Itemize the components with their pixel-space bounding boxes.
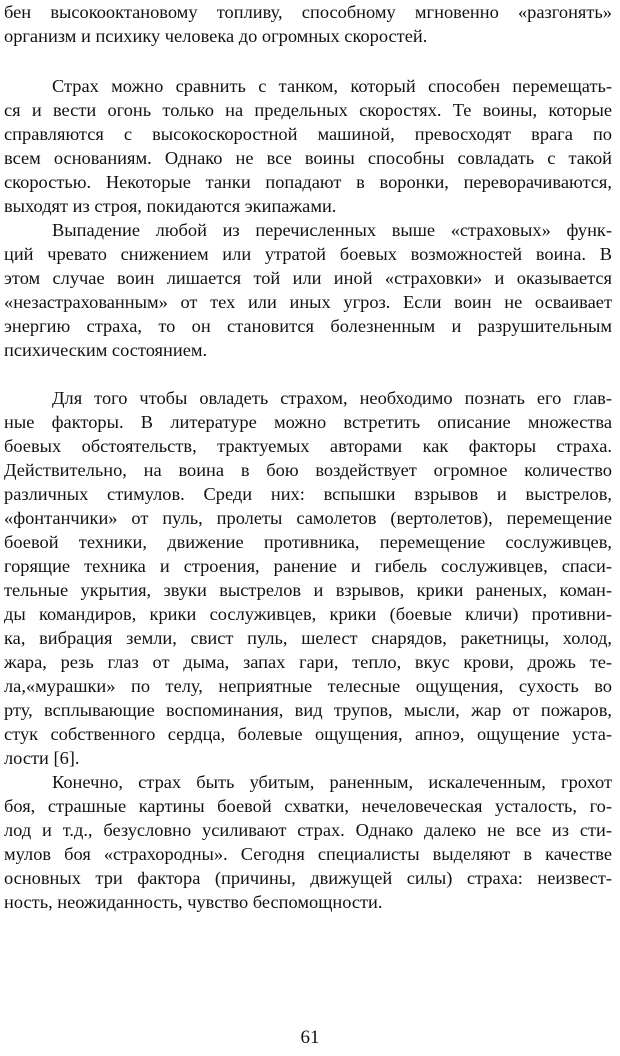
- text-line: рту, всплывающие воспоминания, вид трупов, мысли, жар от пожаров,: [4, 700, 612, 720]
- text-line: Действительно, на воина в бою воздействует огромное количество: [4, 460, 612, 480]
- text-line: различных стимулов. Среди них: вспышки взрывов и выстрелов,: [4, 484, 612, 504]
- text-line: лости [6].: [4, 748, 80, 768]
- text-line: ка, вибрация земли, свист пуль, шелест снарядов, ракетницы, холод,: [4, 628, 612, 648]
- page-number: 61: [300, 1027, 320, 1048]
- text-line: психическим состоянием.: [4, 340, 208, 360]
- text-line: ность, неожиданность, чувство беспомощности.: [4, 892, 383, 912]
- text-line: «фонтанчики» от пуль, пролеты самолетов (вертолетов), перемещение: [4, 508, 612, 528]
- text-line: ций чревато снижением или утратой боевых возможностей воина. В: [4, 244, 612, 264]
- text-line: энергию страха, то он становится болезненным и разрушительным: [4, 316, 612, 336]
- text-line: лод и т.д., безусловно усиливают страх. Однако далеко не все из сти-: [4, 820, 612, 840]
- text-line: ные факторы. В литературе можно встретить описание множества: [4, 412, 612, 432]
- text-line: боя, страшные картины боевой схватки, нечеловеческая усталость, го-: [4, 796, 612, 816]
- text-line: Страх можно сравнить с танком, который способен перемещать-: [52, 76, 612, 96]
- text-line: «незастрахованным» от тех или иных угроз. Если воин не осваивает: [4, 292, 612, 312]
- text-line: ла,«мурашки» по телу, неприятные телесные ощущения, сухость во: [4, 676, 612, 696]
- text-line: основных три фактора (причины, движущей силы) страха: неизвест-: [4, 868, 612, 888]
- text-line: горящие техника и строения, ранение и гибель сослуживцев, спаси-: [4, 556, 612, 576]
- text-line: ды командиров, крики сослуживцев, крики (боевые кличи) противни-: [4, 604, 612, 624]
- text-line: Для того чтобы овладеть страхом, необходимо познать его глав-: [52, 388, 612, 408]
- text-line: тельные укрытия, звуки выстрелов и взрывов, крики раненых, коман-: [4, 580, 612, 600]
- text-line: стук собственного сердца, болевые ощущения, апноэ, ощущение уста-: [4, 724, 612, 744]
- text-line: Конечно, страх быть убитым, раненным, искалеченным, грохот: [52, 772, 612, 792]
- text-line: Выпадение любой из перечисленных выше «страховых» функ-: [52, 220, 612, 240]
- text-line: всем основаниям. Однако не все воины способны совладать с такой: [4, 148, 612, 168]
- text-line: скоростью. Некоторые танки попадают в воронки, переворачиваются,: [4, 172, 612, 192]
- text-line: мулов боя «страхородны». Сегодня специалисты выделяют в качестве: [4, 844, 612, 864]
- text-line: боевых обстоятельств, трактуемых авторами как факторы страха.: [4, 436, 612, 456]
- text-line: жара, резь глаз от дыма, запах гари, тепло, вкус крови, дрожь те-: [4, 652, 612, 672]
- text-line: справляются с высокоскоростной машиной, превосходят врага по: [4, 124, 612, 144]
- text-line: бен высокооктановому топливу, способному мгновенно «разгонять»: [4, 2, 612, 22]
- text-line: ся и вести огонь только на предельных скоростях. Те воины, которые: [4, 100, 612, 120]
- text-line: этом случае воин лишается той или иной «страховки» и оказывается: [4, 268, 612, 288]
- text-line: боевой техники, движение противника, перемещение сослуживцев,: [4, 532, 612, 552]
- text-line: выходят из строя, покидаются экипажами.: [4, 196, 337, 216]
- text-line: организм и психику человека до огромных скоростей.: [4, 26, 428, 46]
